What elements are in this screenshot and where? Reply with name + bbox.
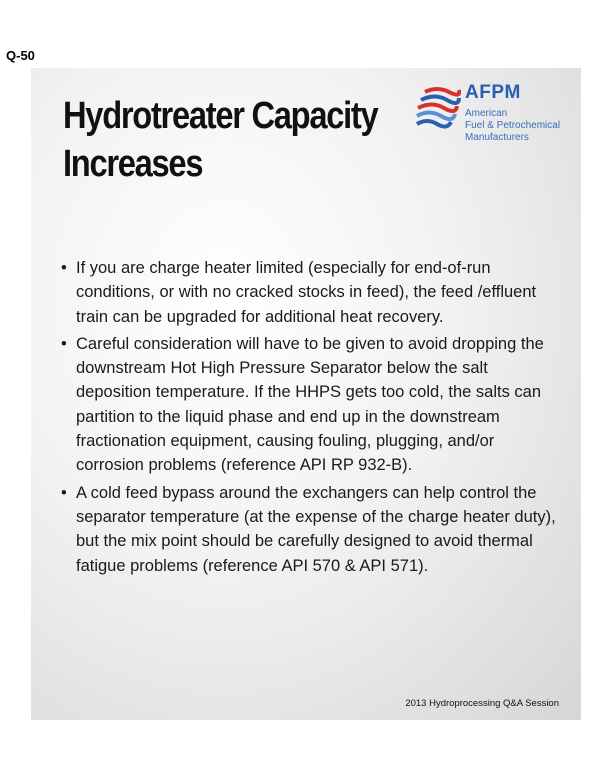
bullet-marker: • xyxy=(61,259,67,277)
bullet-text: A cold feed bypass around the exchangers can help control the separator temperature (at the expense of the charge heater duty), but the mix point should be carefully designed to avoid thermal fatigue problems (reference API 570 & API 571). xyxy=(76,483,556,575)
bullet-text: Careful consideration will have to be given to avoid dropping the downstream Hot High Pressure Separator below the salt deposition temperature. If the HHPS gets too cold, the salts can partition to the liquid phase and end up in the downstream fractionation equipment, causing fouling, plugging, and/or corrosion problems (reference API RP 932-B). xyxy=(76,334,544,475)
slide xyxy=(31,68,581,720)
logo-subtitle-line: Manufacturers xyxy=(465,132,529,143)
slide-title xyxy=(63,92,424,188)
bullet-item xyxy=(59,256,559,329)
bullet-marker: • xyxy=(61,483,67,502)
logo-subtitle-line: Fuel & Petrochemical xyxy=(465,120,561,131)
afpm-logo xyxy=(415,76,575,186)
logo-subtitle-line: American xyxy=(465,108,508,119)
bullet-marker: • xyxy=(61,334,67,353)
title-line-2: Increases xyxy=(63,143,203,185)
bullet-text: If you are charge heater limited (especially for end-of-run conditions, or with no cracked stocks in feed), the feed /effluent train can be upgraded for additional heat recovery. xyxy=(76,259,537,326)
bullet-list xyxy=(59,256,559,581)
logo-name: AFPM xyxy=(465,82,521,103)
bullet-item xyxy=(59,332,559,478)
footer-session-label: 2013 Hydroprocessing Q&A Session xyxy=(405,698,559,709)
question-number: Q-50 xyxy=(6,48,35,63)
afpm-flag-icon xyxy=(415,84,461,132)
title-line-1: Hydrotreater Capacity xyxy=(63,95,378,137)
bullet-item xyxy=(59,481,559,578)
logo-subtitle xyxy=(465,108,575,144)
